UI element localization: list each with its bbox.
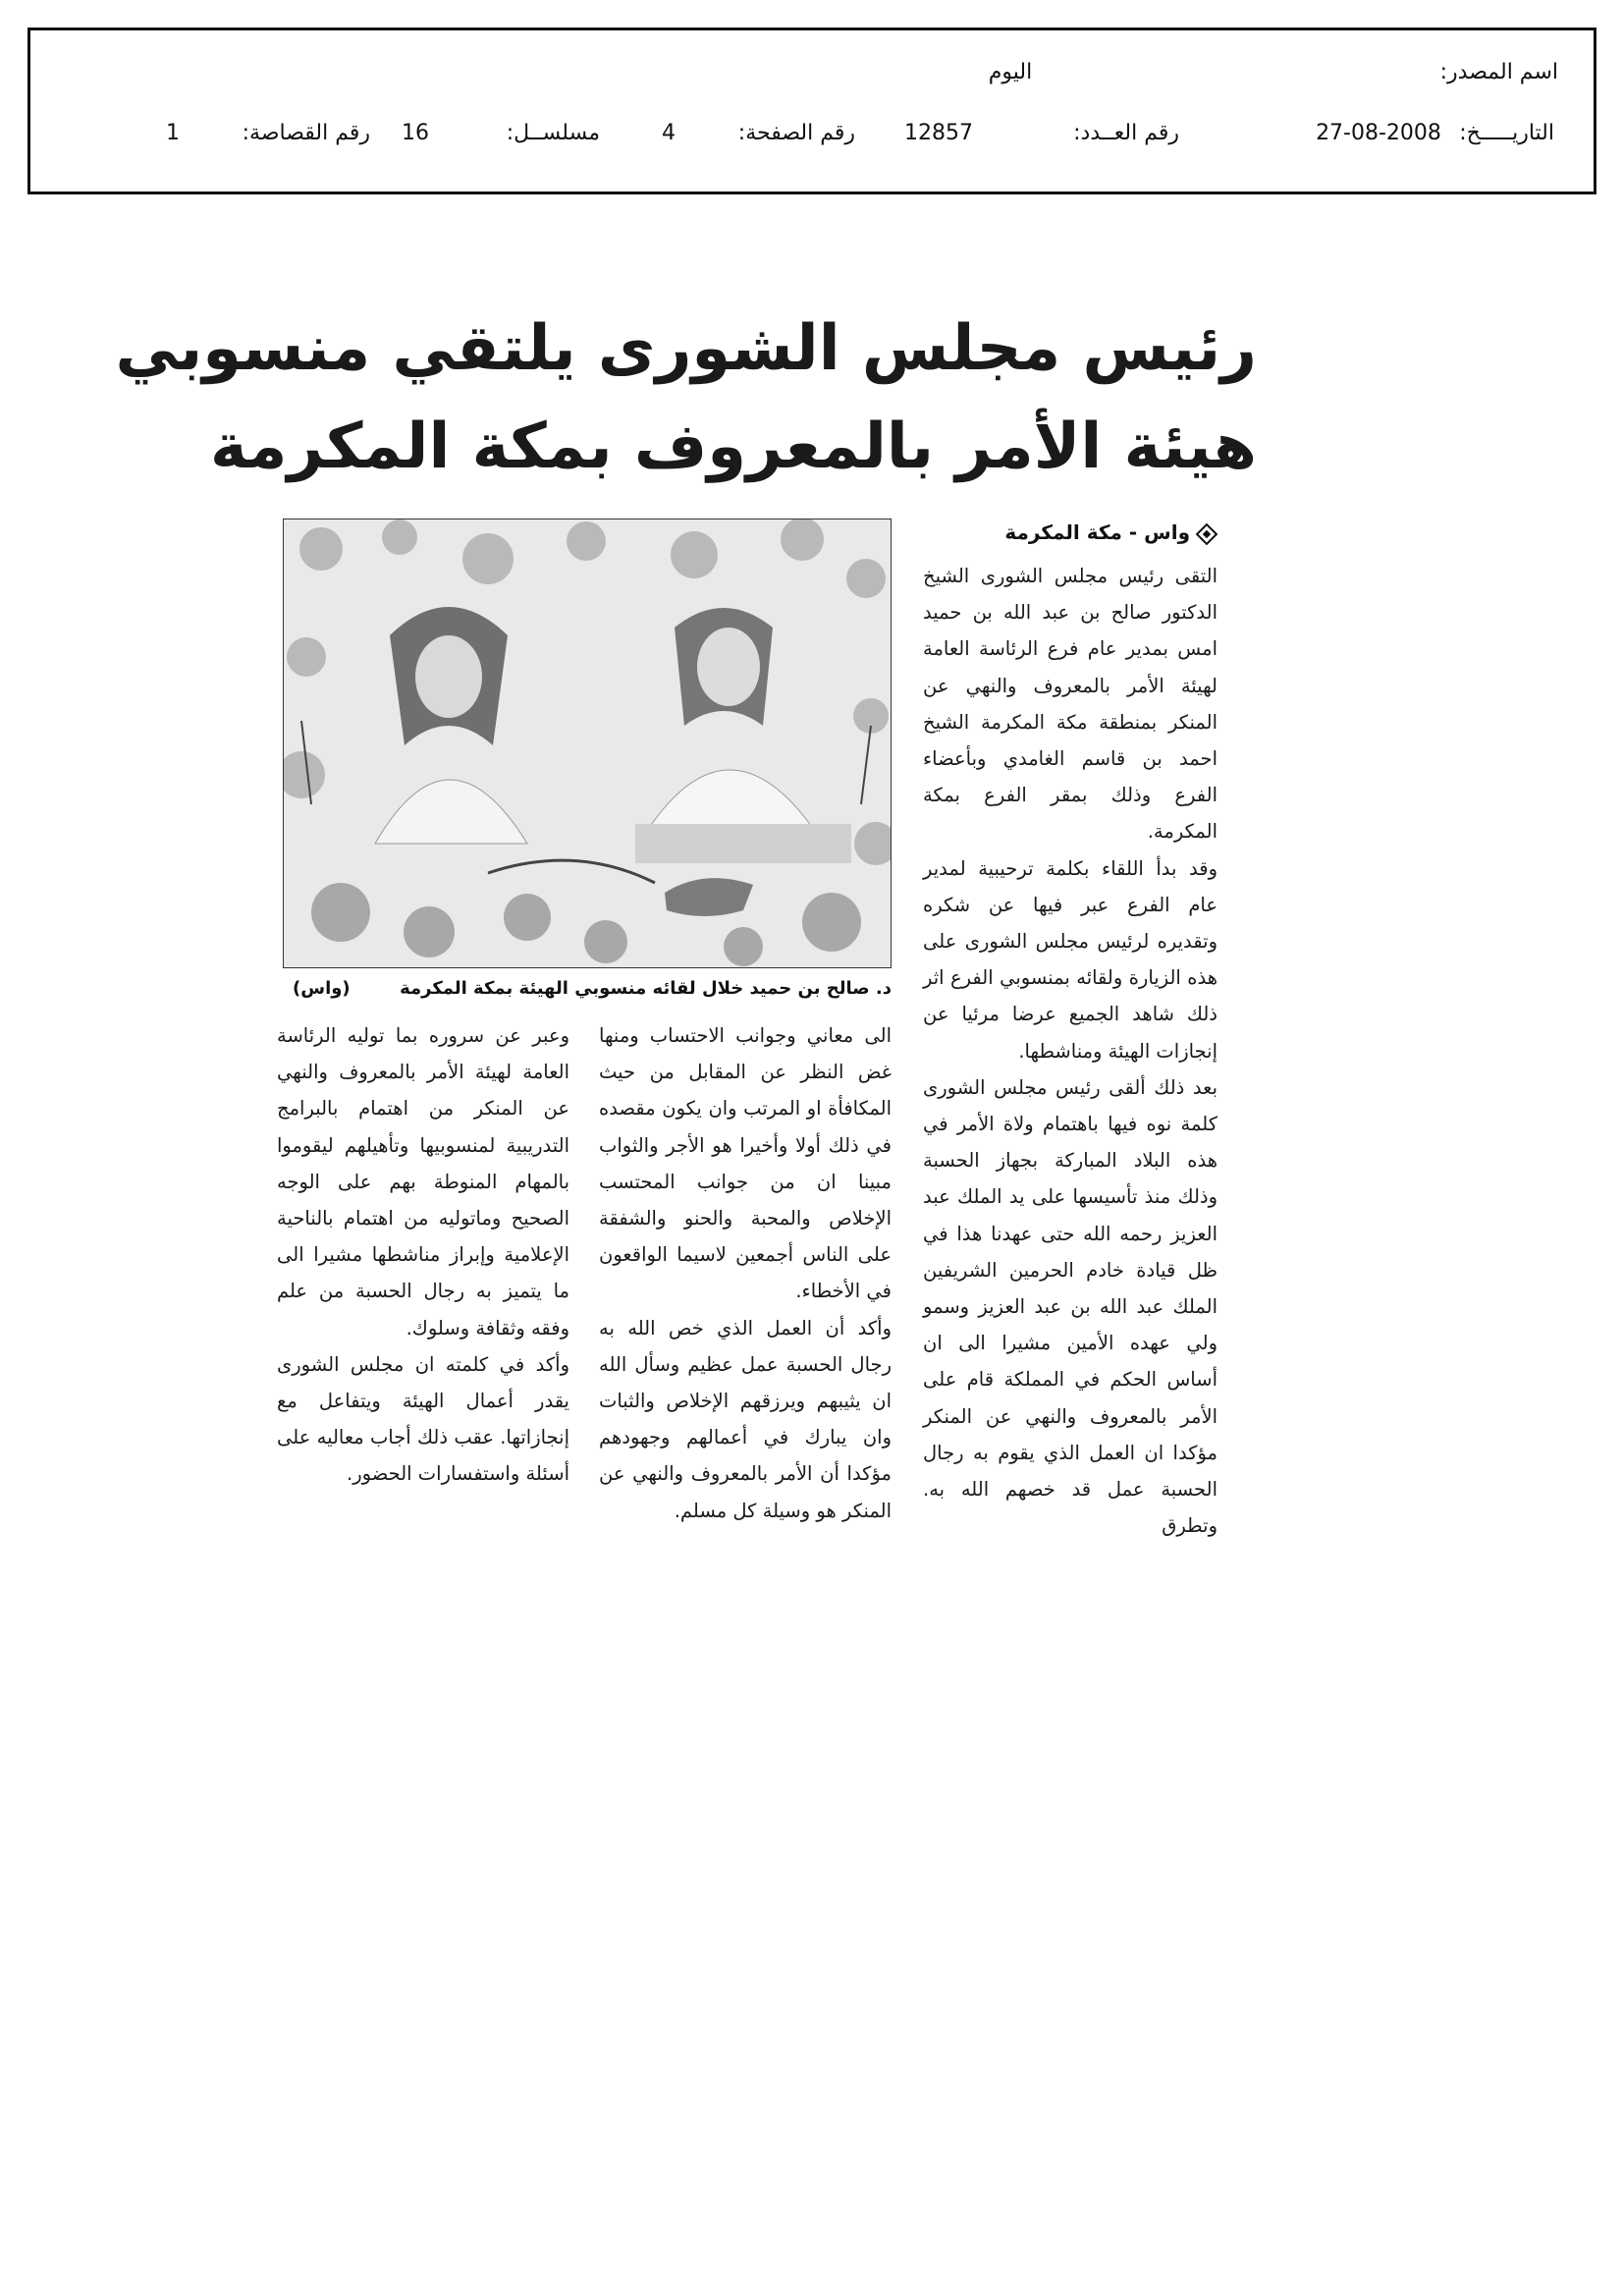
headline-line-1: رئيس مجلس الشورى يلتقي منسوبي	[115, 312, 1257, 385]
issue-value: 12857	[904, 121, 973, 145]
issue-label: رقم العــدد:	[1073, 121, 1179, 145]
article-column-left	[277, 1017, 569, 1493]
page-value: 4	[662, 121, 676, 145]
caption-credit: (واس)	[293, 978, 351, 999]
article-column-right	[923, 558, 1217, 1544]
clipping-label: رقم القصاصة:	[242, 121, 370, 145]
source-label: اسم المصدر:	[1439, 60, 1558, 84]
paragraph: وأكد في كلمته ان مجلس الشورى يقدر أعمال الهيئة ويتفاعل مع إنجازاتها. عقب ذلك أجاب معاليه على أسئلة واستفسارات الحضور.	[277, 1352, 569, 1486]
article-column-middle	[599, 1017, 892, 1529]
page-label: رقم الصفحة:	[737, 121, 855, 145]
caption-text: د. صالح بن حميد خلال لقائه منسوبي الهيئة بمكة المكرمة	[400, 978, 892, 999]
paragraph: وأكد أن العمل الذي خص الله به رجال الحسبة عمل عظيم وسأل الله ان يثيبهم ويرزقهم الإخلاص والثبات وان يبارك في أعمالهم وجهودهم مؤكدا أن الأمر بالمعروف والنهي عن المنكر هو وسيلة كل مسلم.	[599, 1316, 892, 1522]
photo-caption	[283, 978, 892, 1010]
paragraph: التقى رئيس مجلس الشورى الشيخ الدكتور صالح بن عبد الله بن حميد امس بمدير عام فرع الرئاسة العامة لهيئة الأمر بالمعروف والنهي عن المنكر بمنطقة مكة المكرمة الشيخ احمد بن قاسم الغامدي وبأعضاء الفرع وذلك بمقر الفرع بمكة المكرمة.	[923, 565, 1217, 844]
paragraph: وقد بدأ اللقاء بكلمة ترحيبية لمدير عام الفرع عبر فيها عن شكره وتقديره لرئيس مجلس الشورى على هذه الزيارة ولقائه بمنسوبي الفرع اثر ذلك شاهد الجميع عرضا مرئيا عن إنجازات الهيئة ومناشطها.	[923, 856, 1217, 1063]
date-label: التاريـــــخ:	[1459, 121, 1554, 145]
paragraph: الى معاني وجوانب الاحتساب ومنها غض النظر عن المقابل من حيث المكافأة او المرتب وان يكون مقصده في ذلك أولا وأخيرا هو الأجر والثواب مبينا ان من جوانب المحتسب الإخلاص والمحبة والحنو والشفقة على الناس أجمعين لاسيما الواقعون في الأخطاء.	[599, 1024, 892, 1303]
serial-label: مسلســل:	[506, 121, 600, 145]
paragraph: وعبر عن سروره بما توليه الرئاسة العامة لهيئة الأمر بالمعروف والنهي عن المنكر من اهتمام بالبرامج التدريبية لمنسوبيها وتأهيلهم ليقوموا بالمهام المنوطة بهم على الوجه الصحيح وماتوليه من اهتمام بالناحية الإعلامية وإبراز مناشطها مشيرا الى ما يتميز به رجال الحسبة من علم وفقه وثقافة وسلوك.	[277, 1024, 569, 1339]
date-value: 27-08-2008	[1316, 121, 1441, 145]
headline-line-2: هيئة الأمر بالمعروف بمكة المكرمة	[210, 410, 1257, 483]
byline	[1004, 520, 1217, 554]
article-photo	[283, 519, 892, 968]
serial-value: 16	[402, 121, 429, 145]
paragraph: بعد ذلك ألقى رئيس مجلس الشورى كلمة نوه فيها باهتمام ولاة الأمر في هذه البلاد المباركة بجهاز الحسبة وذلك منذ تأسيسها على يد الملك عبد العزيز رحمه الله حتى عهدنا هذا في ظل قيادة خادم الحرمين الشريفين الملك عبد الله بن عبد العزيز وسمو ولي عهده الأمين مشيرا الى ان أساس الحكم في المملكة قام على الأمر بالمعروف والنهي عن المنكر مؤكدا ان العمل الذي يقوم به رجال الحسبة عمل قد خصهم الله به. وتطرق	[923, 1075, 1217, 1538]
diamond-bullet-icon	[1196, 523, 1217, 545]
source-value: اليوم	[988, 60, 1033, 84]
byline-text: واس - مكة المكرمة	[1004, 520, 1190, 544]
clipping-header-box	[27, 27, 1596, 194]
clipping-value: 1	[166, 121, 180, 145]
